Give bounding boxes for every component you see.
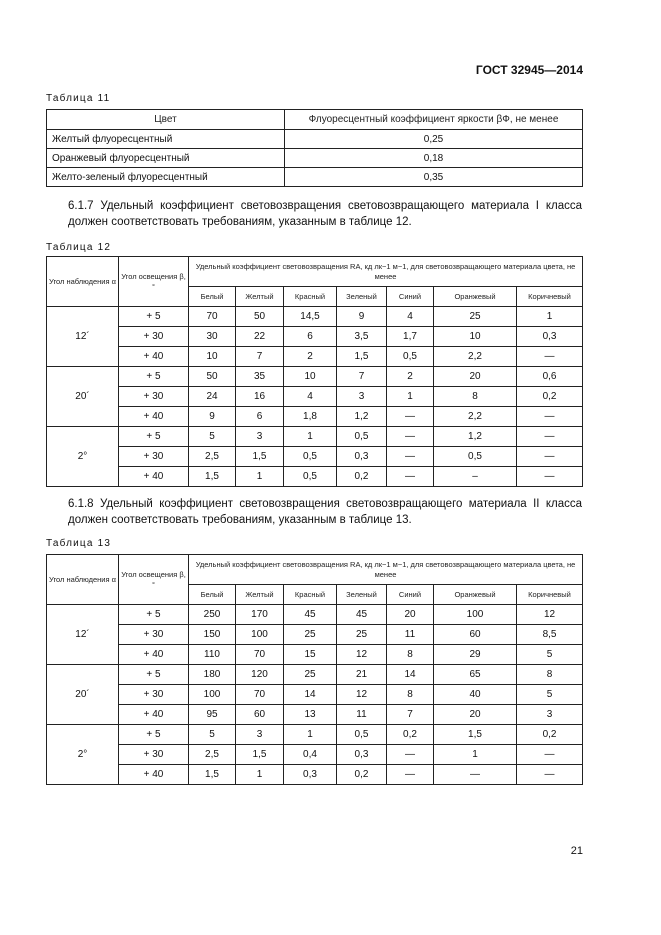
value-cell: 9 bbox=[337, 307, 387, 327]
value-cell: 0,3 bbox=[517, 327, 583, 347]
value-cell: 8,5 bbox=[517, 625, 583, 645]
header-retroreflection-coefficient: Удельный коэффициент световозвращения RA, кд лк−1 м−1, для световозвращающего материала цвета, не менее bbox=[189, 555, 583, 585]
illumination-angle-cell: + 30 bbox=[119, 387, 189, 407]
value-cell: 14,5 bbox=[284, 307, 337, 327]
paragraph-6-1-8 bbox=[46, 497, 582, 528]
value-cell: 0,3 bbox=[284, 765, 337, 785]
value-cell: 5 bbox=[189, 725, 236, 745]
value-cell: 250 bbox=[189, 605, 236, 625]
value-cell: — bbox=[517, 407, 583, 427]
value-cell: 1,2 bbox=[337, 407, 387, 427]
table-11-color: Желто-зеленый флуоресцентный bbox=[47, 168, 285, 187]
value-cell: 1,5 bbox=[434, 725, 517, 745]
value-cell: 1,5 bbox=[189, 467, 236, 487]
header-color: Красный bbox=[284, 287, 337, 307]
value-cell: 0,4 bbox=[284, 745, 337, 765]
value-cell: 8 bbox=[434, 387, 517, 407]
value-cell: 15 bbox=[284, 645, 337, 665]
table-row bbox=[47, 447, 583, 467]
value-cell: 0,5 bbox=[337, 427, 387, 447]
illumination-angle-cell: + 40 bbox=[119, 467, 189, 487]
value-cell: 0,2 bbox=[337, 765, 387, 785]
table-11-caption: Таблица 11 bbox=[46, 93, 111, 104]
observation-angle-cell: 20´ bbox=[47, 367, 119, 427]
value-cell: – bbox=[434, 467, 517, 487]
value-cell: 3 bbox=[236, 427, 284, 447]
value-cell: 1 bbox=[284, 427, 337, 447]
value-cell: 6 bbox=[236, 407, 284, 427]
value-cell: 25 bbox=[337, 625, 387, 645]
value-cell: 3 bbox=[236, 725, 284, 745]
table-row bbox=[47, 467, 583, 487]
header-observation-angle: Угол наблюдения α bbox=[47, 257, 119, 307]
value-cell: 1 bbox=[517, 307, 583, 327]
value-cell: 12 bbox=[517, 605, 583, 625]
header-color: Желтый bbox=[236, 585, 284, 605]
table-11 bbox=[46, 109, 583, 187]
observation-angle-cell: 12´ bbox=[47, 307, 119, 367]
value-cell: 150 bbox=[189, 625, 236, 645]
header-color: Синий bbox=[387, 585, 434, 605]
value-cell: 8 bbox=[387, 685, 434, 705]
value-cell: 3,5 bbox=[337, 327, 387, 347]
value-cell: — bbox=[387, 765, 434, 785]
table-11-header-color: Цвет bbox=[47, 110, 285, 130]
value-cell: 11 bbox=[337, 705, 387, 725]
value-cell: 13 bbox=[284, 705, 337, 725]
value-cell: 20 bbox=[434, 705, 517, 725]
table-row bbox=[47, 427, 583, 447]
value-cell: — bbox=[387, 407, 434, 427]
value-cell: 60 bbox=[236, 705, 284, 725]
value-cell: 1,8 bbox=[284, 407, 337, 427]
page-number: 21 bbox=[570, 845, 583, 857]
header-color: Оранжевый bbox=[434, 287, 517, 307]
table-row bbox=[47, 347, 583, 367]
table-11-color: Оранжевый флуоресцентный bbox=[47, 149, 285, 168]
value-cell: 30 bbox=[189, 327, 236, 347]
value-cell: 2 bbox=[387, 367, 434, 387]
table-row bbox=[47, 765, 583, 785]
value-cell: 120 bbox=[236, 665, 284, 685]
value-cell: 1 bbox=[434, 745, 517, 765]
value-cell: 110 bbox=[189, 645, 236, 665]
table-row bbox=[47, 665, 583, 685]
value-cell: 11 bbox=[387, 625, 434, 645]
illumination-angle-cell: + 5 bbox=[119, 665, 189, 685]
table-row bbox=[47, 705, 583, 725]
header-color: Зеленый bbox=[337, 585, 387, 605]
value-cell: 1 bbox=[284, 725, 337, 745]
value-cell: 12 bbox=[337, 685, 387, 705]
header-color: Синий bbox=[387, 287, 434, 307]
illumination-angle-cell: + 30 bbox=[119, 745, 189, 765]
value-cell: 40 bbox=[434, 685, 517, 705]
value-cell: 20 bbox=[434, 367, 517, 387]
value-cell: 16 bbox=[236, 387, 284, 407]
table-row bbox=[47, 327, 583, 347]
value-cell: — bbox=[517, 467, 583, 487]
value-cell: — bbox=[387, 447, 434, 467]
header-color: Белый bbox=[189, 287, 236, 307]
value-cell: 25 bbox=[434, 307, 517, 327]
header-color: Зеленый bbox=[337, 287, 387, 307]
value-cell: 3 bbox=[517, 705, 583, 725]
value-cell: 2,2 bbox=[434, 347, 517, 367]
observation-angle-cell: 12´ bbox=[47, 605, 119, 665]
value-cell: 14 bbox=[387, 665, 434, 685]
table-row bbox=[47, 407, 583, 427]
value-cell: 10 bbox=[189, 347, 236, 367]
value-cell: 9 bbox=[189, 407, 236, 427]
table-row bbox=[47, 307, 583, 327]
illumination-angle-cell: + 30 bbox=[119, 327, 189, 347]
value-cell: 24 bbox=[189, 387, 236, 407]
observation-angle-cell: 2° bbox=[47, 427, 119, 487]
table-12 bbox=[46, 256, 583, 487]
illumination-angle-cell: + 40 bbox=[119, 645, 189, 665]
value-cell: — bbox=[434, 765, 517, 785]
value-cell: 1,5 bbox=[236, 447, 284, 467]
table-row bbox=[47, 367, 583, 387]
value-cell: 5 bbox=[517, 645, 583, 665]
value-cell: 21 bbox=[337, 665, 387, 685]
value-cell: 180 bbox=[189, 665, 236, 685]
value-cell: 70 bbox=[236, 685, 284, 705]
table-row bbox=[47, 387, 583, 407]
illumination-angle-cell: + 5 bbox=[119, 725, 189, 745]
value-cell: 0,3 bbox=[337, 447, 387, 467]
table-11-value: 0,25 bbox=[285, 130, 583, 149]
paragraph-6-1-7 bbox=[46, 199, 582, 230]
value-cell: 70 bbox=[236, 645, 284, 665]
value-cell: 8 bbox=[387, 645, 434, 665]
table-11-value: 0,35 bbox=[285, 168, 583, 187]
table-11-value: 0,18 bbox=[285, 149, 583, 168]
value-cell: 3 bbox=[337, 387, 387, 407]
document-header: ГОСТ 32945—2014 bbox=[475, 63, 583, 77]
value-cell: 7 bbox=[236, 347, 284, 367]
value-cell: 0,2 bbox=[517, 725, 583, 745]
value-cell: 1,5 bbox=[189, 765, 236, 785]
value-cell: — bbox=[517, 347, 583, 367]
value-cell: 25 bbox=[284, 625, 337, 645]
header-color: Красный bbox=[284, 585, 337, 605]
value-cell: — bbox=[517, 427, 583, 447]
observation-angle-cell: 2° bbox=[47, 725, 119, 785]
illumination-angle-cell: + 40 bbox=[119, 765, 189, 785]
value-cell: — bbox=[387, 745, 434, 765]
header-observation-angle: Угол наблюдения α bbox=[47, 555, 119, 605]
value-cell: — bbox=[517, 447, 583, 467]
value-cell: 25 bbox=[284, 665, 337, 685]
illumination-angle-cell: + 5 bbox=[119, 605, 189, 625]
header-color: Желтый bbox=[236, 287, 284, 307]
value-cell: 2,5 bbox=[189, 447, 236, 467]
value-cell: 1,5 bbox=[236, 745, 284, 765]
value-cell: 4 bbox=[284, 387, 337, 407]
value-cell: 2,2 bbox=[434, 407, 517, 427]
header-illumination-angle: Угол освещения β, ° bbox=[119, 257, 189, 307]
table-row bbox=[47, 685, 583, 705]
value-cell: 5 bbox=[189, 427, 236, 447]
value-cell: — bbox=[387, 427, 434, 447]
value-cell: 29 bbox=[434, 645, 517, 665]
value-cell: 14 bbox=[284, 685, 337, 705]
value-cell: 170 bbox=[236, 605, 284, 625]
value-cell: 50 bbox=[236, 307, 284, 327]
illumination-angle-cell: + 40 bbox=[119, 407, 189, 427]
illumination-angle-cell: + 5 bbox=[119, 367, 189, 387]
header-illumination-angle: Угол освещения β, ° bbox=[119, 555, 189, 605]
value-cell: 100 bbox=[434, 605, 517, 625]
value-cell: 70 bbox=[189, 307, 236, 327]
value-cell: 0,2 bbox=[387, 725, 434, 745]
value-cell: 100 bbox=[189, 685, 236, 705]
value-cell: 6 bbox=[284, 327, 337, 347]
value-cell: 0,5 bbox=[284, 447, 337, 467]
value-cell: 0,5 bbox=[284, 467, 337, 487]
table-12-caption: Таблица 12 bbox=[46, 242, 112, 253]
value-cell: 1,2 bbox=[434, 427, 517, 447]
header-retroreflection-coefficient: Удельный коэффициент световозвращения RA, кд лк−1 м−1, для световозвращающего материала цвета, не менее bbox=[189, 257, 583, 287]
value-cell: 7 bbox=[387, 705, 434, 725]
value-cell: 0,2 bbox=[337, 467, 387, 487]
value-cell: — bbox=[517, 765, 583, 785]
observation-angle-cell: 20´ bbox=[47, 665, 119, 725]
illumination-angle-cell: + 30 bbox=[119, 447, 189, 467]
table-row bbox=[47, 625, 583, 645]
illumination-angle-cell: + 5 bbox=[119, 427, 189, 447]
value-cell: 45 bbox=[337, 605, 387, 625]
value-cell: 35 bbox=[236, 367, 284, 387]
illumination-angle-cell: + 5 bbox=[119, 307, 189, 327]
illumination-angle-cell: + 30 bbox=[119, 625, 189, 645]
value-cell: 0,6 bbox=[517, 367, 583, 387]
value-cell: 50 bbox=[189, 367, 236, 387]
value-cell: 22 bbox=[236, 327, 284, 347]
value-cell: 20 bbox=[387, 605, 434, 625]
value-cell: 60 bbox=[434, 625, 517, 645]
header-color: Оранжевый bbox=[434, 585, 517, 605]
value-cell: 1,5 bbox=[337, 347, 387, 367]
value-cell: 4 bbox=[387, 307, 434, 327]
illumination-angle-cell: + 30 bbox=[119, 685, 189, 705]
header-color: Белый bbox=[189, 585, 236, 605]
value-cell: 7 bbox=[337, 367, 387, 387]
value-cell: 5 bbox=[517, 685, 583, 705]
illumination-angle-cell: + 40 bbox=[119, 347, 189, 367]
value-cell: 2 bbox=[284, 347, 337, 367]
value-cell: 2,5 bbox=[189, 745, 236, 765]
header-color: Коричневый bbox=[517, 585, 583, 605]
value-cell: 1 bbox=[236, 467, 284, 487]
value-cell: — bbox=[387, 467, 434, 487]
value-cell: 1,7 bbox=[387, 327, 434, 347]
value-cell: 100 bbox=[236, 625, 284, 645]
table-row bbox=[47, 725, 583, 745]
value-cell: — bbox=[517, 745, 583, 765]
value-cell: 1 bbox=[387, 387, 434, 407]
value-cell: 65 bbox=[434, 665, 517, 685]
table-11-color: Желтый флуоресцентный bbox=[47, 130, 285, 149]
table-row bbox=[47, 745, 583, 765]
paragraph-text: 6.1.8 Удельный коэффициент световозвращения световозвращающего материала II класса должен соответствовать требованиям, указанным в таблице 13. bbox=[68, 498, 582, 526]
value-cell: 95 bbox=[189, 705, 236, 725]
value-cell: 45 bbox=[284, 605, 337, 625]
value-cell: 1 bbox=[236, 765, 284, 785]
value-cell: 10 bbox=[284, 367, 337, 387]
value-cell: 0,2 bbox=[517, 387, 583, 407]
table-13 bbox=[46, 554, 583, 785]
value-cell: 12 bbox=[337, 645, 387, 665]
header-color: Коричневый bbox=[517, 287, 583, 307]
table-13-caption: Таблица 13 bbox=[46, 538, 112, 549]
table-row bbox=[47, 645, 583, 665]
value-cell: 0,5 bbox=[434, 447, 517, 467]
value-cell: 0,3 bbox=[337, 745, 387, 765]
value-cell: 8 bbox=[517, 665, 583, 685]
value-cell: 0,5 bbox=[337, 725, 387, 745]
table-11-header-coef: Флуоресцентный коэффициент яркости βФ, не менее bbox=[285, 110, 583, 130]
illumination-angle-cell: + 40 bbox=[119, 705, 189, 725]
table-row bbox=[47, 605, 583, 625]
paragraph-text: 6.1.7 Удельный коэффициент световозвращения световозвращающего материала I класса должен соответствовать требованиям, указанным в таблице 12. bbox=[68, 200, 582, 228]
value-cell: 0,5 bbox=[387, 347, 434, 367]
value-cell: 10 bbox=[434, 327, 517, 347]
